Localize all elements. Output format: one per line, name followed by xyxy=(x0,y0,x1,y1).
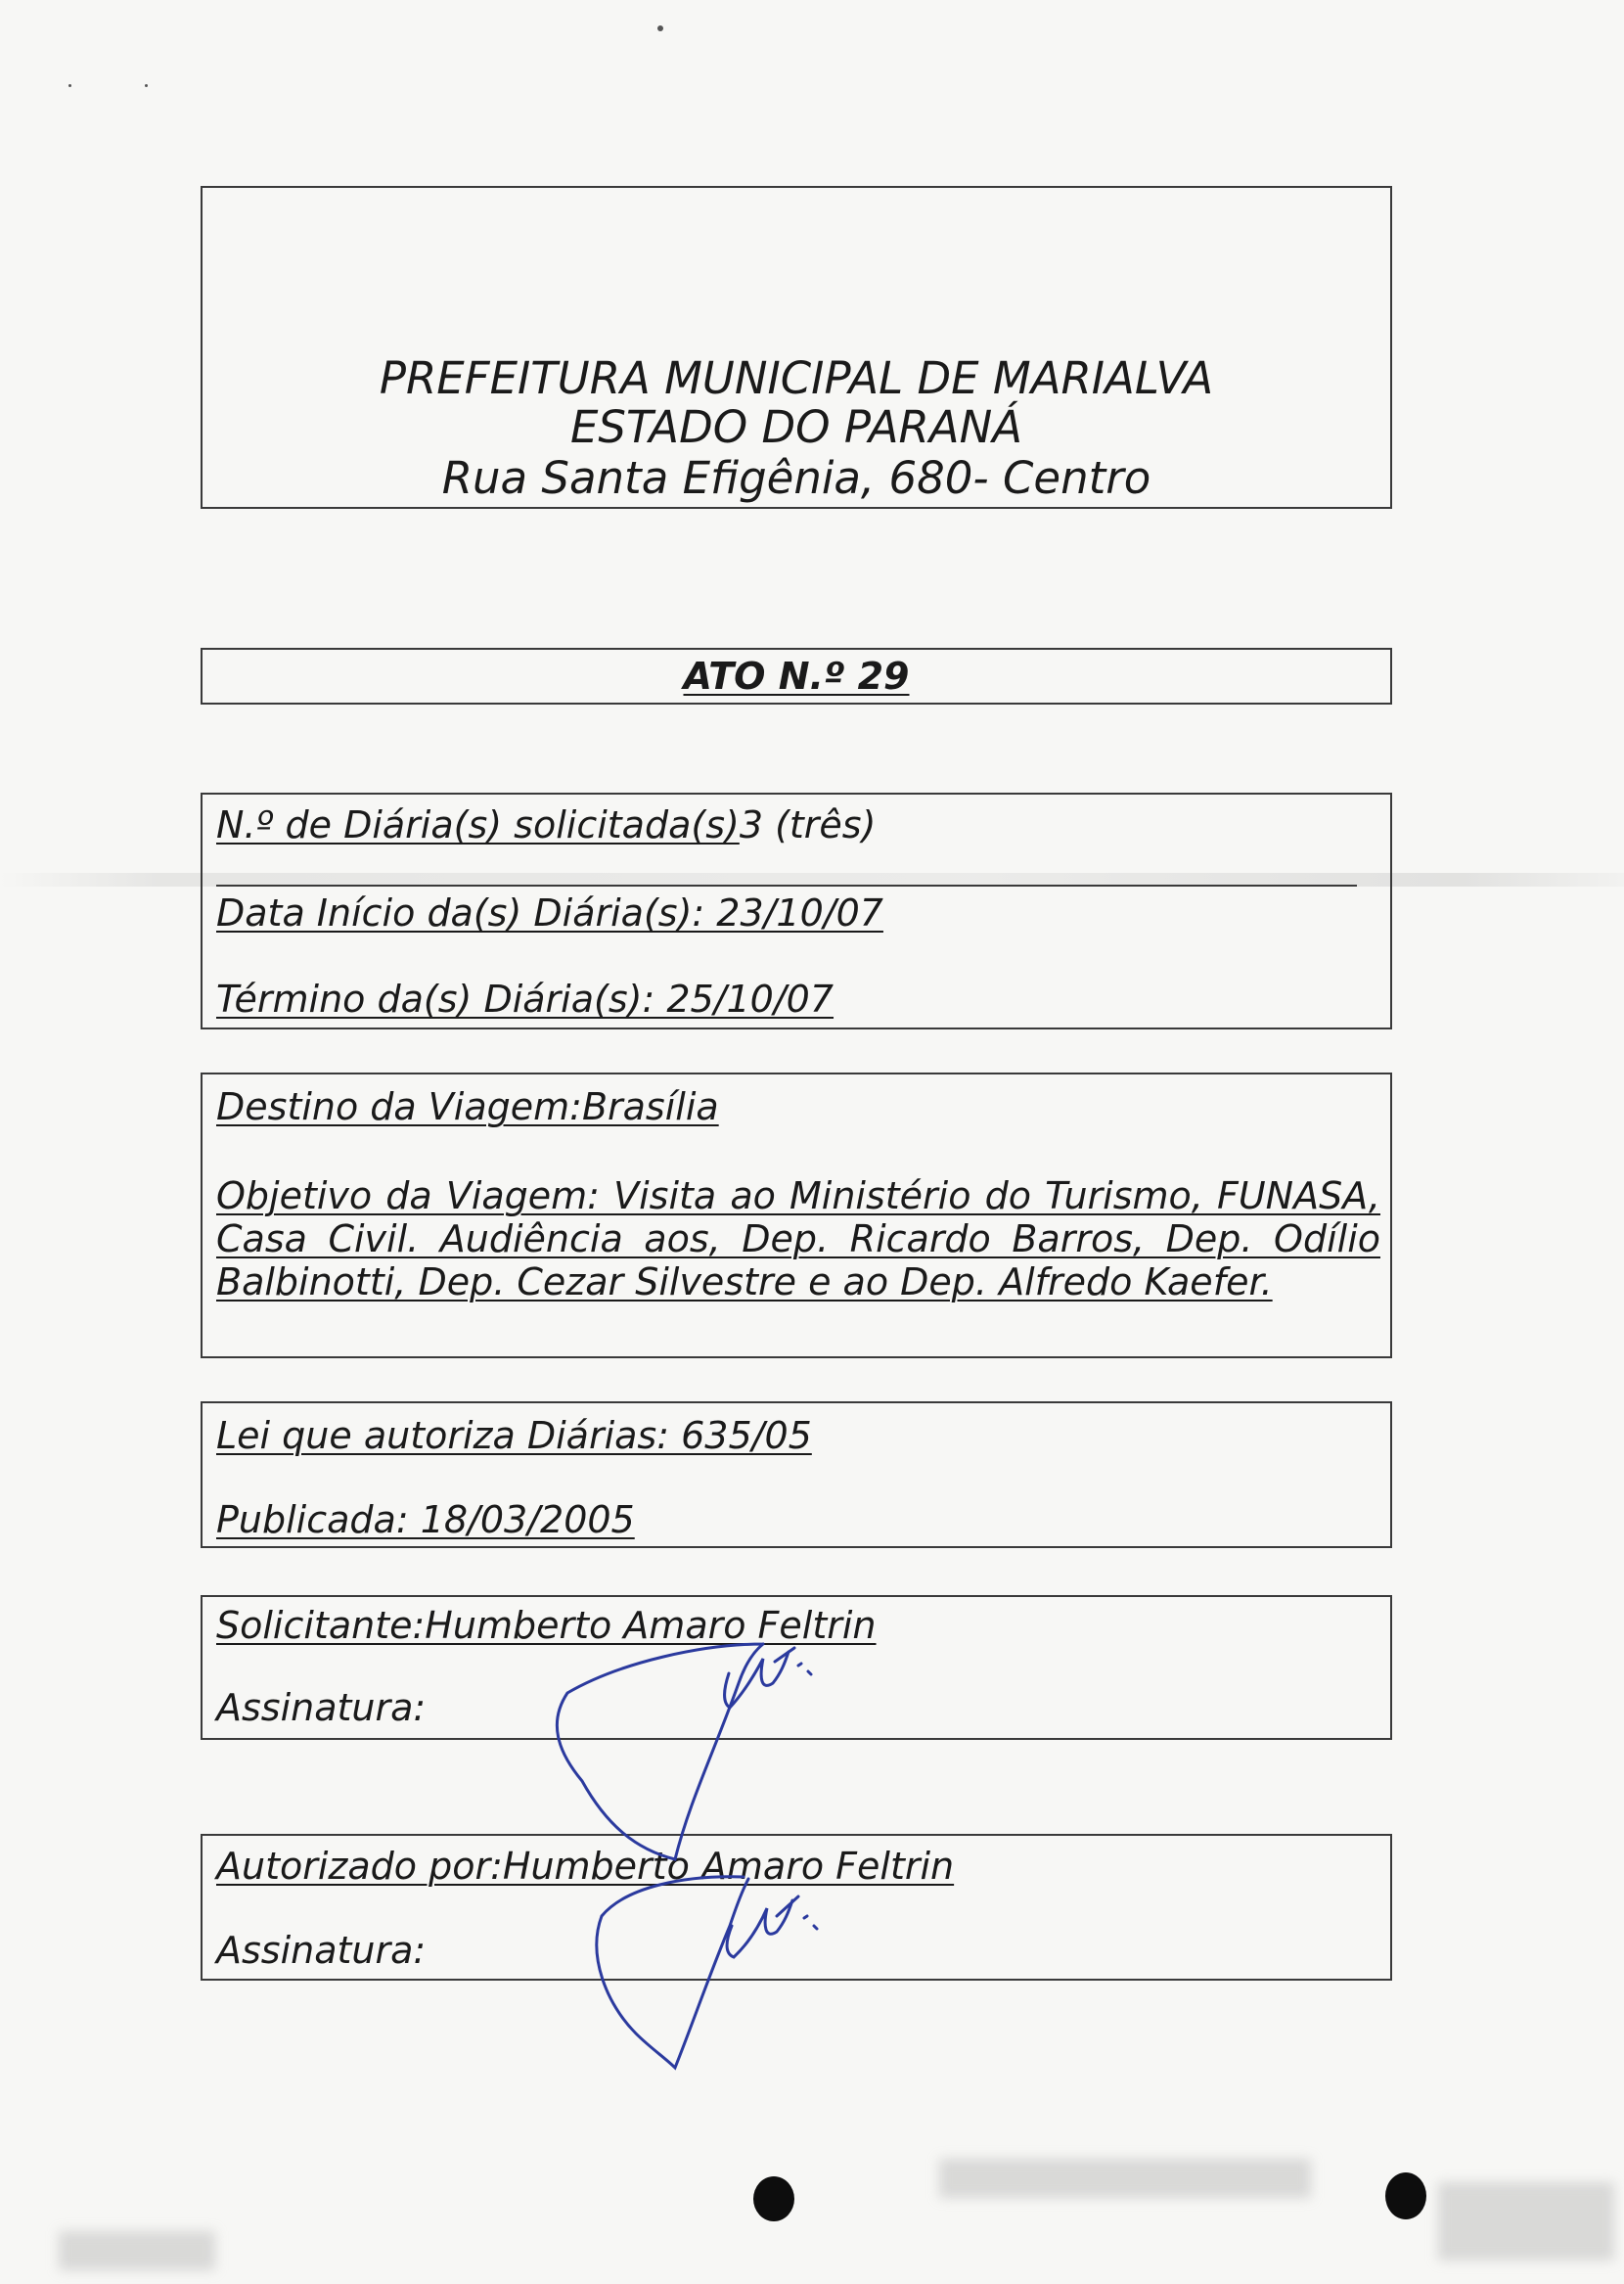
header-title: PREFEITURA MUNICIPAL DE MARIALVA xyxy=(379,352,1214,404)
trip-destination: Destino da Viagem:Brasília xyxy=(216,1085,719,1128)
law-box xyxy=(201,1401,1392,1548)
diarias-requested-value: 3 (três) xyxy=(739,803,877,846)
scan-speck xyxy=(657,25,663,31)
diarias-requested xyxy=(216,802,876,849)
scan-speck xyxy=(145,84,148,87)
punch-hole-dot-left xyxy=(753,2176,794,2221)
requester-name: Solicitante:Humberto Amaro Feltrin xyxy=(216,1604,877,1647)
trip-box xyxy=(201,1073,1392,1358)
scan-speck xyxy=(68,84,71,87)
act-title: ATO N.º 29 xyxy=(683,655,910,698)
scan-smudge xyxy=(939,2159,1311,2198)
authorizer-signature xyxy=(548,1848,939,2082)
punch-hole-dot-right xyxy=(1385,2172,1426,2219)
header-state: ESTADO DO PARANÁ xyxy=(569,401,1023,453)
diarias-end: Término da(s) Diária(s): 25/10/07 xyxy=(216,978,835,1021)
diarias-divider xyxy=(216,885,1357,887)
diarias-requested-label: N.º de Diária(s) solicitada(s) xyxy=(216,803,740,846)
requester-signature-label: Assinatura: xyxy=(216,1686,427,1729)
diarias-box xyxy=(201,793,1392,1029)
scan-smudge xyxy=(59,2231,215,2270)
authorizer-signature-label: Assinatura: xyxy=(216,1929,427,1972)
authorizer-name: Autorizado por:Humberto Amaro Feltrin xyxy=(216,1845,955,1888)
scan-smudge xyxy=(1438,2182,1614,2261)
law-authorizes: Lei que autoriza Diárias: 635/05 xyxy=(216,1414,812,1457)
header-box xyxy=(201,186,1392,509)
header-address: Rua Santa Efigênia, 680- Centro xyxy=(441,452,1151,504)
law-published: Publicada: 18/03/2005 xyxy=(216,1498,635,1541)
trip-objective: Objetivo da Viagem: Visita ao Ministério do Turismo, FUNASA, Casa Civil. Audiência aos, Dep. Ricardo Barros, Dep. Odílio Balbinotti, Dep. Cezar Silvestre e ao Dep. Alfredo Kaefer. xyxy=(216,1174,1380,1303)
diarias-start: Data Início da(s) Diária(s): 23/10/07 xyxy=(216,891,883,935)
act-box xyxy=(201,648,1392,705)
